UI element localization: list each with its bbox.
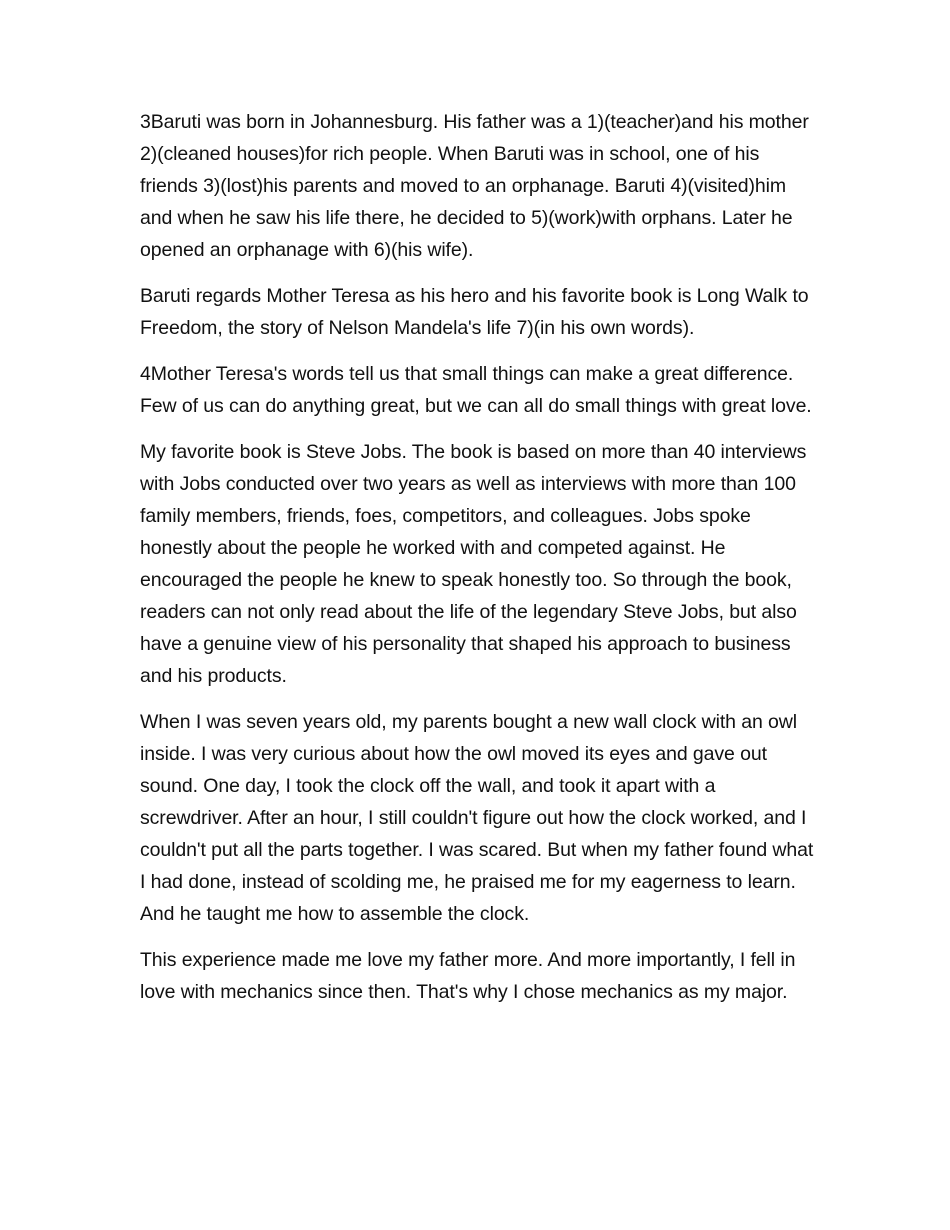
document-page [140,106,816,1022]
paragraph-baruti-hero: Baruti regards Mother Teresa as his hero and his favorite book is Long Walk to Freedom, the story of Nelson Mandela's life 7)(in his own words). [140,285,809,339]
paragraph-steve-jobs-book: My favorite book is Steve Jobs. The book is based on more than 40 interviews with Jobs conducted over two years as well as interviews with more than 100 family members, friends, foes, competitors, and colleagues. Jobs spoke honestly about the people he worked with and competed against. He encouraged the people he knew to speak honestly too. So through the book, readers can not only read about the life of the legendary Steve Jobs, but also have a genuine view of his personality that shaped his approach to business and his products. [140,441,807,687]
paragraph-baruti-biography: 3Baruti was born in Johannesburg. His father was a 1)(teacher)and his mother 2)(cleaned houses)for rich people. When Baruti was in school, one of his friends 3)(lost)his parents and moved to an orphanage. Baruti 4)(visited)him and when he saw his life there, he decided to 5)(work)with orphans. Later he opened an orphanage with 6)(his wife). [140,111,809,261]
paragraph-wall-clock-story: When I was seven years old, my parents bought a new wall clock with an owl inside. I was very curious about how the owl moved its eyes and gave out sound. One day, I took the clock off the wall, and took it apart with a screwdriver. After an hour, I still couldn't figure out how the clock worked, and I couldn't put all the parts together. I was scared. But when my father found what I had done, instead of scolding me, he praised me for my eagerness to learn. And he taught me how to assemble the clock. [140,711,814,925]
paragraph-mechanics-major: This experience made me love my father more. And more importantly, I fell in love with mechanics since then. That's why I chose mechanics as my major. [140,949,796,1003]
paragraph-mother-teresa: 4Mother Teresa's words tell us that small things can make a great difference. Few of us can do anything great, but we can all do small things with great love. [140,363,812,417]
